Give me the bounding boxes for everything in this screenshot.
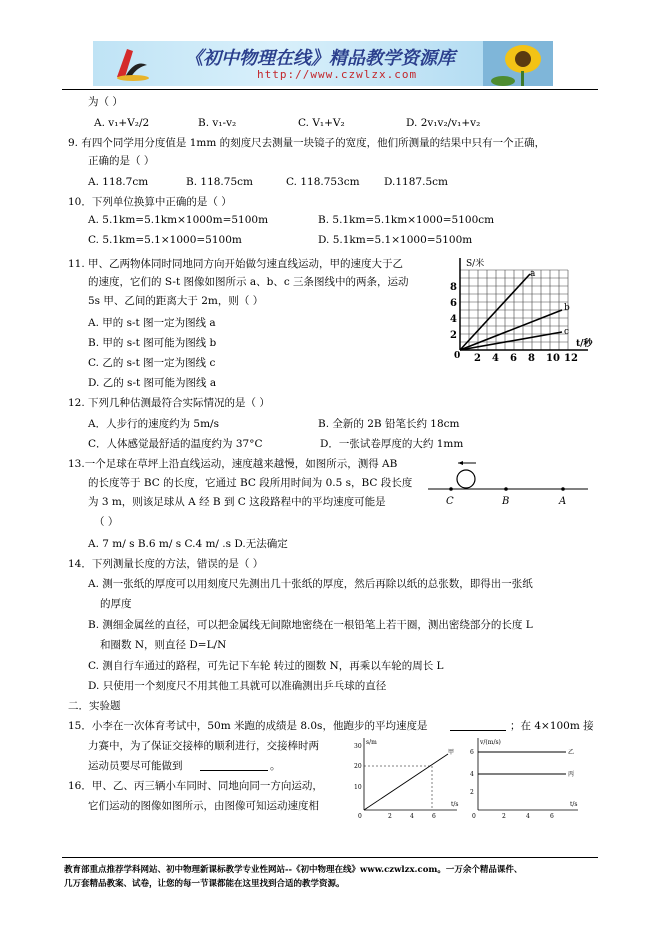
st-ytick: 4 <box>450 314 457 325</box>
banner-url[interactable]: http://www.czwlzx.com <box>257 68 418 81</box>
text-line: C．人体感觉最舒适的温度约为 37°C <box>88 438 263 450</box>
st-xtick: 6 <box>510 353 517 362</box>
text-line: 10．下列单位换算中正确的是（ ） <box>68 196 232 208</box>
st-ytick: 2 <box>450 330 457 341</box>
st-xtick: 12 <box>564 353 578 362</box>
point-c: C <box>446 496 454 507</box>
text-line: A. v₁+V₂/2 <box>94 117 150 129</box>
text-line: 的速度，它们的 S-t 图像如图所示 a、b、c 三条图线中的两条，运动 <box>88 276 409 288</box>
text-line: 二．实验题 <box>68 700 121 712</box>
vt-xtick-2: 2 <box>502 813 506 820</box>
text-line: 9. 有四个同学用分度值是 1mm 的刻度尺去测量一块镜子的宽度，他们所测量的结果中只有一个正确， <box>68 137 546 149</box>
text-line: 14．下列测量长度的方法，错误的是（ ） <box>68 558 264 570</box>
st-xtick: 10 <box>546 353 560 362</box>
text-line: D. 只使用一个刻度尺不用其他工具就可以准确测出乒乓球的直径 <box>88 680 387 692</box>
text-line: D. 5.1km=5.1×1000=5100m <box>318 234 473 246</box>
text-line: 力赛中，为了保证交接棒的顺利进行，交接棒时两 <box>88 740 319 752</box>
st-xtick: 8 <box>528 353 535 362</box>
answer-blank-15b[interactable] <box>200 770 268 771</box>
text-line: B. 118.75cm <box>186 176 253 188</box>
text-line: B. 测细金属丝的直径，可以把金属线无间隙地密绕在一根铅笔上若干圈，测出密绕部分的长度 L <box>88 619 533 631</box>
text-line: 正确的是（ ） <box>88 155 155 167</box>
text-line: 15．小李在一次体育考试中，50m 米跑的成绩是 8.0s，他跑步的平均速度是 <box>68 720 428 732</box>
footer <box>64 863 604 891</box>
line-b <box>460 310 562 350</box>
vt-line-bing: 丙 <box>568 771 575 778</box>
header-rule <box>62 89 598 90</box>
text-line: C. 测自行车通过的路程，可先记下车轮 转过的圈数 N，再乘以车轮的周长 L <box>88 660 444 672</box>
text-line: D.1187.5cm <box>384 176 448 188</box>
footer-rule <box>62 857 598 858</box>
vt-line-yi: 乙 <box>568 749 575 756</box>
st-graph-q16 <box>352 734 462 822</box>
text-line: A. 118.7cm <box>88 176 149 188</box>
st-graph-q11 <box>448 254 598 362</box>
text-line: （ ） <box>94 516 119 528</box>
text-line: A．人步行的速度约为 5m/s <box>88 418 219 430</box>
st2-origin: 0 <box>358 813 362 820</box>
text-line: 运动员要尽可能做到 <box>88 760 183 772</box>
st-xtick: 2 <box>474 353 481 362</box>
vt-ytick-6: 6 <box>470 749 474 756</box>
point-a: A <box>559 496 567 507</box>
text-line: B. 5.1km=5.1km×1000=5100cm <box>318 214 495 226</box>
st2-ytick-10: 10 <box>354 784 362 791</box>
text-line: C. 5.1km=5.1×1000=5100m <box>88 234 242 246</box>
vt-xtick-6: 6 <box>550 813 554 820</box>
text-line: A. 测一张纸的厚度可以用刻度尺先测出几十张纸的厚度，然后再除以纸的总张数，即得出一张纸 <box>88 578 533 590</box>
vt-ytick-4: 4 <box>470 771 474 778</box>
vt-ylabel: v/(m/s) <box>480 739 501 746</box>
footer-line-2: 几万套精品教案、试卷，让您的每一节课都能在这里找到合适的教学资源。 <box>64 879 345 889</box>
text-line: 。 <box>270 760 281 772</box>
st2-line: 甲 <box>448 749 455 756</box>
text-line: D. 乙的 s-t 图可能为图线 a <box>88 377 217 389</box>
text-line: D. 2v₁v₂/v₁+v₂ <box>406 117 481 129</box>
text-line: C. 118.753cm <box>286 176 360 188</box>
text-line: 5s 甲、乙间的距离大于 2m，则（ ） <box>88 295 264 307</box>
st-origin: 0 <box>454 351 461 361</box>
st-ytick: 8 <box>450 282 457 293</box>
text-line: 13.一个足球在草坪上沿直线运动，速度越来越慢，如图所示，测得 AB <box>68 458 398 470</box>
text-line: A. 7 m/ s B.6 m/ s C.4 m/ .s D.无法确定 <box>88 538 288 550</box>
vt-xlabel: t/s <box>570 801 578 808</box>
line-c <box>460 332 562 350</box>
point-b: B <box>502 496 510 507</box>
text-line: 和圈数 N，则直径 D=L/N <box>100 639 227 651</box>
st-xlabel: t/秒 <box>576 339 593 349</box>
text-line: ；在 4×100m 接 <box>510 720 594 732</box>
text-line: C. 乙的 s-t 图一定为图线 c <box>88 357 216 369</box>
text-line: A. 甲的 s-t 图一定为图线 a <box>88 317 216 329</box>
line-a <box>460 274 530 350</box>
st-ylabel: S/米 <box>466 259 485 269</box>
label-a: a <box>530 269 536 279</box>
text-line: 的厚度 <box>100 598 132 610</box>
label-b: b <box>564 303 570 313</box>
vt-graph-q16 <box>466 734 584 822</box>
answer-blank-15a[interactable] <box>450 730 506 731</box>
text-line: 12. 下列几种估测最符合实际情况的是（ ） <box>68 397 270 409</box>
text-line: 16．甲、乙、丙三辆小车同时、同地向同一方向运动， <box>68 780 323 792</box>
banner-title: 《初中物理在线》精品教学资源库 <box>185 48 455 69</box>
text-line: 为 3 m，则该足球从 A 经 B 到 C 这段路程中的平均速度可能是 <box>88 496 386 508</box>
header-banner <box>93 41 553 86</box>
text-line: D．一张试卷厚度的大约 1mm <box>320 438 464 450</box>
st2-xtick-6: 6 <box>432 813 436 820</box>
text-line: B. 甲的 s-t 图可能为图线 b <box>88 337 217 349</box>
st2-ytick-20: 20 <box>354 763 362 770</box>
vt-ytick-2: 2 <box>470 789 474 796</box>
st2-ytick-30: 30 <box>354 743 362 750</box>
text-line: 的长度等于 BC 的长度，它通过 BC 段所用时间为 0.5 s，BC 段长度 <box>88 477 413 489</box>
text-line: B. v₁-v₂ <box>198 117 237 129</box>
footer-line-1: 教育部重点推荐学科网站、初中物理新课标教学专业性网站--《初中物理在线》www.czwlzx.com。一万余个精品课件、 <box>64 865 523 875</box>
vt-origin: 0 <box>472 813 476 820</box>
site-logo-icon <box>111 45 151 83</box>
st2-xtick-4: 4 <box>410 813 414 820</box>
ball-figure-q13 <box>428 458 588 508</box>
sunflower-icon <box>483 41 553 86</box>
text-line: 11. 甲、乙两物体同时同地同方向开始做匀速直线运动，甲的速度大于乙 <box>68 258 404 270</box>
st2-ylabel: s/m <box>366 739 377 746</box>
st2-xtick-2: 2 <box>388 813 392 820</box>
ball <box>457 470 475 488</box>
label-c: c <box>564 327 570 337</box>
st2-xlabel: t/s <box>451 801 459 808</box>
vt-xtick-4: 4 <box>526 813 530 820</box>
st-ytick: 6 <box>450 298 457 309</box>
text-line: A. 5.1km=5.1km×1000m=5100m <box>88 214 269 226</box>
text-line: 为（ ） <box>88 96 123 108</box>
text-line: 它们运动的图像如图所示，由图像可知运动速度相 <box>88 800 319 812</box>
text-line: B. 全新的 2B 铅笔长约 18cm <box>318 418 460 430</box>
text-line: C. V₁+V₂ <box>298 117 345 129</box>
st-xtick: 4 <box>492 353 499 362</box>
